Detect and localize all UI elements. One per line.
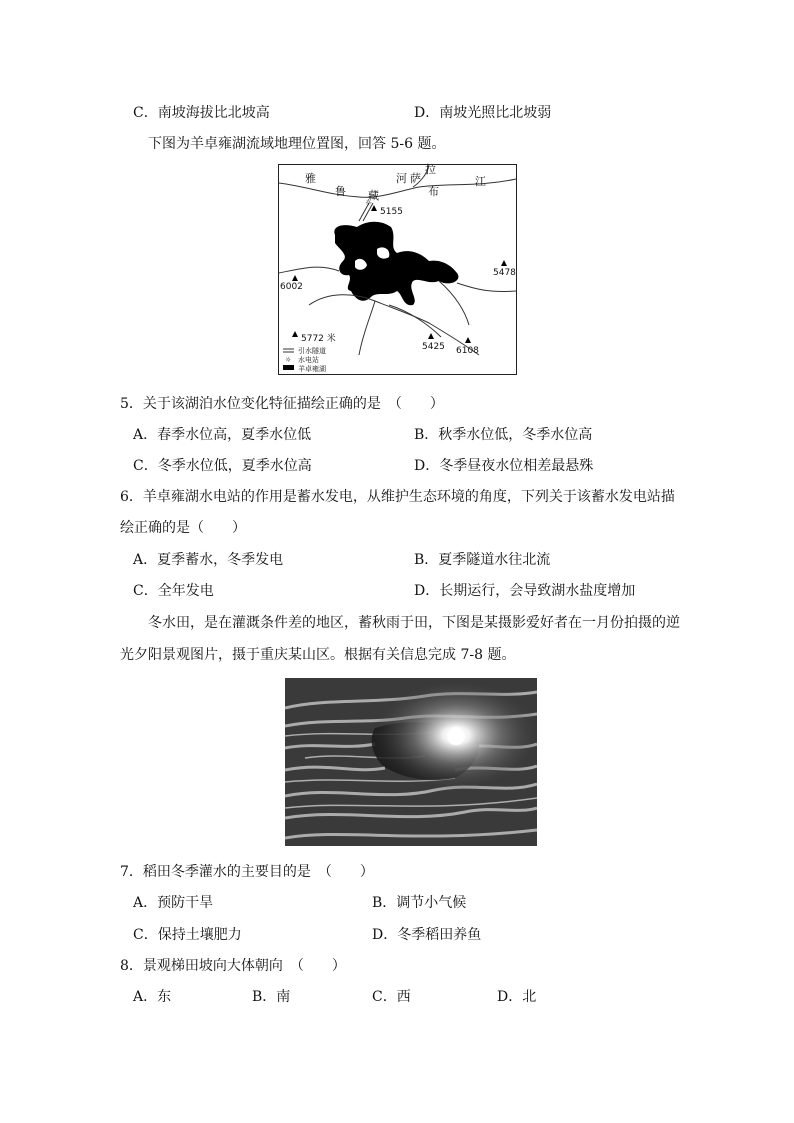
river-char: 布 [428, 185, 439, 198]
peak-label: 6108 [456, 346, 479, 356]
hydropower-station-icon: ☼ [365, 198, 373, 207]
peak-triangle-icon [465, 337, 471, 343]
legend-lake-label: 羊卓雍湖 [298, 365, 326, 373]
q6-option-b: B．夏季隧道水往北流 [414, 552, 551, 568]
q5-option-c: C．冬季水位低，夏季水位高 [133, 458, 312, 474]
intro-7-8-line2: 光夕阳景观图片，摄于重庆某山区。根据有关信息完成 7-8 题。 [120, 647, 516, 663]
peak-label: 5425 [422, 342, 445, 352]
peak-label: 6002 [280, 282, 303, 292]
intro-5-6: 下图为羊卓雍湖流域地理位置图，回答 5-6 题。 [148, 136, 446, 152]
q5-option-b: B．秋季水位低，冬季水位高 [414, 427, 593, 443]
yamdrok-lake-map [278, 164, 517, 375]
q8-option-c: C．西 [372, 989, 411, 1005]
peak-triangle-icon [292, 331, 298, 337]
peak-label: 5155 [380, 207, 403, 217]
terrace-photo-drawing [285, 678, 537, 846]
q5-stem: 5．关于该湖泊水位变化特征描绘正确的是 （ ） [120, 396, 444, 412]
peak-triangle-icon [501, 260, 507, 266]
river-char: 河 [396, 172, 407, 185]
river-char: 拉 [425, 163, 436, 176]
q8-stem: 8．景观梯田坡向大体朝向 （ ） [120, 958, 346, 974]
q7-stem: 7．稻田冬季灌水的主要目的是 （ ） [120, 864, 374, 880]
q6-option-c: C．全年发电 [133, 583, 214, 599]
q8-option-b: B．南 [252, 989, 291, 1005]
q4-option-c: C．南坡海拔比北坡高 [133, 105, 270, 121]
q7-option-d: D．冬季稻田养鱼 [372, 927, 482, 943]
legend-tunnel-label: 引水隧道 [298, 347, 326, 355]
q8-option-d: D．北 [497, 989, 537, 1005]
q7-option-c: C．保持土壤肥力 [133, 927, 242, 943]
q7-option-a: A．预防干旱 [133, 895, 214, 911]
peak-triangle-icon [428, 333, 434, 339]
q6-option-a: A．夏季蓄水，冬季发电 [133, 552, 284, 568]
river-char: 藏 [368, 189, 379, 202]
q5-option-a: A．春季水位高，夏季水位低 [133, 427, 312, 443]
q6-option-d: D．长期运行，会导致湖水盐度增加 [414, 583, 636, 599]
legend-station-label: 水电站 [298, 356, 319, 364]
q4-option-d: D．南坡光照比北坡弱 [414, 105, 552, 121]
river-char: 雅 [305, 172, 316, 185]
peak-label: 5478 [493, 268, 516, 278]
river-char: 江 [475, 175, 486, 188]
intro-7-8-line1: 冬水田，是在灌溉条件差的地区，蓄秋雨于田，下图是某摄影爱好者在一月份拍摄的逆 [148, 615, 680, 631]
q8-option-a: A．东 [133, 989, 172, 1005]
legend-station-icon: ☼ [285, 356, 292, 364]
terrace-sunset-photo [285, 678, 537, 846]
q6-stem-line1: 6．羊卓雍湖水电站的作用是蓄水发电，从维护生态环境的角度，下列关于该蓄水发电站描 [120, 489, 675, 505]
river-char: 鲁 [335, 185, 346, 198]
peak-label: 5772 米 [301, 334, 336, 344]
peak-triangle-icon [292, 275, 298, 281]
q5-option-d: D．冬季昼夜水位相差最悬殊 [414, 458, 594, 474]
river-char: 萨 [410, 172, 421, 185]
q7-option-b: B．调节小气候 [372, 895, 467, 911]
q6-stem-line2: 绘正确的是（ ） [120, 520, 246, 536]
